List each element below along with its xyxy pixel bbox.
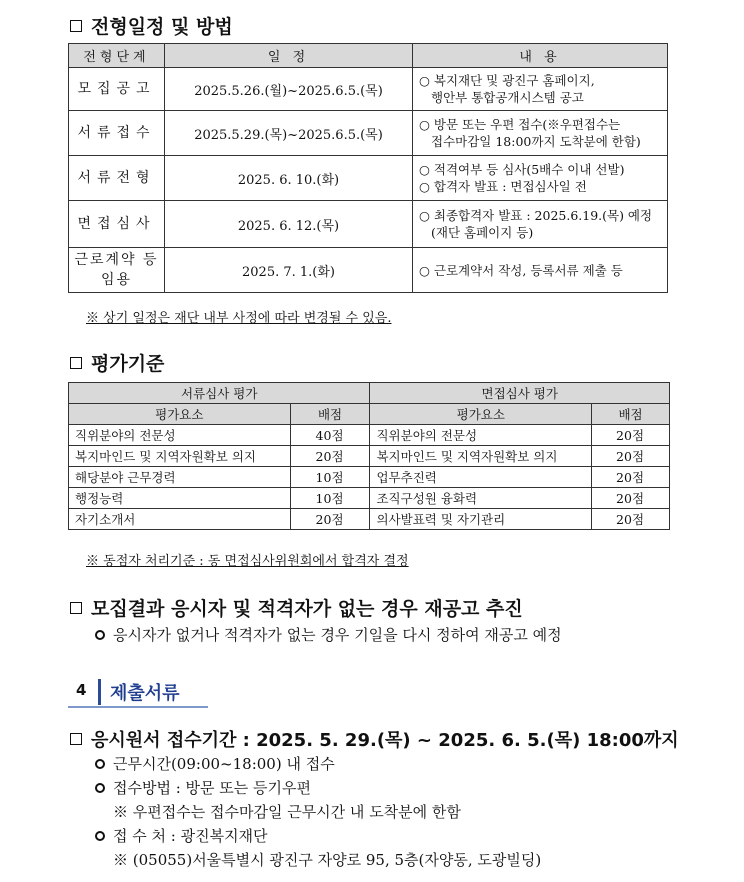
score-cell: 20점 [592, 509, 670, 530]
content-cell [413, 248, 668, 293]
reannouncement-item [95, 624, 562, 645]
checkbox-square-icon [70, 20, 82, 32]
section-schedule-heading [70, 12, 233, 39]
tie-break-note: ※ 동점자 처리기준 : 동 면접심사위원회에서 합격자 결정 [86, 554, 409, 569]
table-row [69, 156, 668, 201]
table-header-row [69, 44, 668, 68]
criteria-cell: 복지마인드 및 지역자원확보 의지 [370, 446, 592, 467]
criteria-cell: 직위분야의 전문성 [69, 425, 291, 446]
section-number: 4 [76, 681, 87, 699]
content-cell [413, 68, 668, 111]
date-cell: 2025. 6. 12.(목) [165, 201, 413, 248]
score-cell: 10점 [290, 467, 370, 488]
circle-bullet-icon [95, 759, 105, 769]
item-text: 응시자가 없거나 적격자가 없는 경우 기일을 다시 정하여 재공고 예정 [113, 626, 562, 644]
sub-header-row [69, 404, 670, 425]
section-title: 제출서류 [110, 683, 180, 704]
content-line: 접수마감일 18:00까지 도착분에 한함) [431, 134, 641, 149]
date-cell: 2025.5.29.(목)~2025.6.5.(목) [165, 111, 413, 156]
checkbox-square-icon [70, 357, 82, 369]
document-review-header: 서류심사 평가 [69, 383, 370, 404]
circle-bullet-icon [95, 783, 105, 793]
content-line: ○ 방문 또는 우편 접수(※우편접수는 [419, 117, 621, 132]
submission-item [95, 753, 335, 774]
criteria-cell: 조직구성원 융화력 [370, 488, 592, 509]
section-evaluation-heading [70, 349, 164, 376]
date-cell: 2025. 6. 10.(화) [165, 156, 413, 201]
submission-item [95, 825, 268, 846]
score-cell: 20점 [290, 446, 370, 467]
stage-cell: 서류접수 [69, 111, 165, 156]
criteria-cell: 행정능력 [69, 488, 291, 509]
header-criteria: 평가요소 [370, 404, 592, 425]
criteria-cell: 의사발표력 및 자기관리 [370, 509, 592, 530]
table-row [69, 488, 670, 509]
date-cell: 2025. 7. 1.(화) [165, 248, 413, 293]
criteria-cell: 직위분야의 전문성 [370, 425, 592, 446]
header-score: 배점 [290, 404, 370, 425]
section-title: 모집결과 응시자 및 적격자가 없는 경우 재공고 추진 [91, 598, 523, 620]
table-row [69, 248, 668, 293]
section-reannouncement-heading [70, 594, 523, 621]
content-line: ○ 합격자 발표 : 면접심사일 전 [419, 179, 587, 194]
score-cell: 20점 [290, 509, 370, 530]
stage-cell: 면접심사 [69, 201, 165, 248]
item-text: 접수방법 : 방문 또는 등기우편 [113, 779, 312, 797]
header-content: 내 용 [413, 44, 668, 68]
table-row [69, 111, 668, 156]
item-text: 근무시간(09:00~18:00) 내 접수 [113, 755, 335, 773]
address-note: ※ (05055)서울특별시 광진구 자양로 95, 5층(자양동, 도광빌딩) [113, 851, 542, 869]
header-stage: 전형단계 [69, 44, 165, 68]
group-header-row [69, 383, 670, 404]
checkbox-square-icon [70, 602, 82, 614]
section-title: 전형일정 및 방법 [91, 16, 233, 38]
table-row [69, 425, 670, 446]
table-row [69, 509, 670, 530]
table-row [69, 446, 670, 467]
circle-bullet-icon [95, 831, 105, 841]
table-row [69, 201, 668, 248]
circle-bullet-icon [95, 630, 105, 640]
content-cell [413, 201, 668, 248]
content-line: 행안부 통합공개시스템 공고 [431, 90, 584, 105]
criteria-cell: 업무추진력 [370, 467, 592, 488]
score-cell: 20점 [592, 446, 670, 467]
subtitle-text: 응시원서 접수기간 : 2025. 5. 29.(목) ~ 2025. 6. 5.(목) 18:00까지 [91, 730, 679, 751]
content-cell [413, 156, 668, 201]
criteria-cell: 해당분야 근무경력 [69, 467, 291, 488]
divider-bar [98, 679, 101, 705]
content-cell [413, 111, 668, 156]
section-title: 평가기준 [91, 353, 165, 375]
item-text: 접 수 처 : 광진복지재단 [113, 827, 268, 845]
table-row [69, 467, 670, 488]
criteria-cell: 복지마인드 및 지역자원확보 의지 [69, 446, 291, 467]
checkbox-square-icon [70, 733, 82, 745]
header-date: 일 정 [165, 44, 413, 68]
submission-note: ※ 우편접수는 접수마감일 근무시간 내 도착분에 한함 [113, 803, 461, 821]
content-line: (재단 홈페이지 등) [431, 225, 534, 240]
date-cell: 2025.5.26.(월)~2025.6.5.(목) [165, 68, 413, 111]
content-line: ○ 적격여부 등 심사(5배수 이내 선발) [419, 162, 625, 177]
stage-cell: 근로계약 등 임용 [69, 248, 165, 293]
score-cell: 20점 [592, 425, 670, 446]
header-criteria: 평가요소 [69, 404, 291, 425]
schedule-note: ※ 상기 일정은 재단 내부 사정에 따라 변경될 수 있음. [86, 311, 392, 326]
content-line: ○ 최종합격자 발표 : 2025.6.19.(목) 예정 [419, 208, 653, 223]
submission-item [95, 777, 311, 798]
content-line: ○ 복지재단 및 광진구 홈페이지, [419, 73, 595, 88]
score-cell: 20점 [592, 467, 670, 488]
application-period-heading [70, 726, 679, 752]
score-cell: 10점 [290, 488, 370, 509]
schedule-table [68, 43, 668, 293]
criteria-cell: 자기소개서 [69, 509, 291, 530]
stage-cell: 모집공고 [69, 68, 165, 111]
stage-cell: 서류전형 [69, 156, 165, 201]
content-line: ○ 근로계약서 작성, 등록서류 제출 등 [419, 262, 623, 278]
header-score: 배점 [592, 404, 670, 425]
evaluation-table [68, 382, 670, 530]
table-row [69, 68, 668, 111]
underline [68, 706, 208, 708]
interview-review-header: 면접심사 평가 [370, 383, 670, 404]
score-cell: 40점 [290, 425, 370, 446]
score-cell: 20점 [592, 488, 670, 509]
